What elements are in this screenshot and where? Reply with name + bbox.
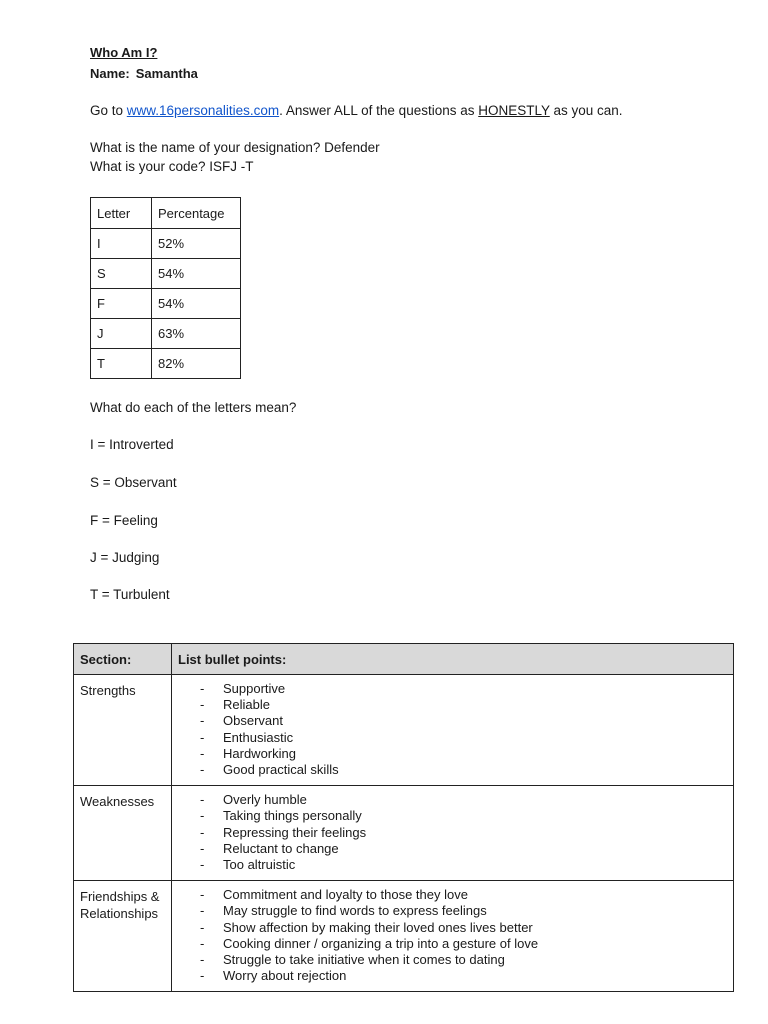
dash-marker: - xyxy=(200,762,205,778)
bullet-cell xyxy=(172,786,734,881)
bullet-list xyxy=(172,681,733,778)
list-item-text: Taking things personally xyxy=(223,808,362,824)
list-item xyxy=(200,920,733,936)
designation-question: What is the name of your designation? Defender xyxy=(90,140,380,155)
dash-marker: - xyxy=(200,919,205,935)
section-label: Friendships & Relationships xyxy=(74,881,172,992)
intro-suffix: as you can. xyxy=(549,103,623,118)
list-item-text: Cooking dinner / organizing a trip into a gesture of love xyxy=(223,935,539,951)
header-letter: Letter xyxy=(91,198,152,229)
table-row xyxy=(91,229,241,259)
list-item xyxy=(200,903,733,919)
section-row-strengths xyxy=(74,675,734,786)
percentage-cell: 54% xyxy=(152,259,241,289)
intro-paragraph xyxy=(90,103,623,118)
table-row xyxy=(91,349,241,379)
list-item-text: May struggle to find words to express feelings xyxy=(223,903,487,919)
table-row xyxy=(91,259,241,289)
list-item-text: Reliable xyxy=(223,697,270,713)
dash-marker: - xyxy=(200,808,205,824)
document-title: Who Am I? xyxy=(90,45,158,60)
dash-marker: - xyxy=(200,840,205,856)
percentage-table xyxy=(90,197,241,379)
name-value: Samantha xyxy=(135,66,198,81)
list-item xyxy=(200,713,733,729)
dash-marker: - xyxy=(200,935,205,951)
list-item-text: Observant xyxy=(223,713,283,729)
meaning-j: J = Judging xyxy=(90,550,160,565)
list-item xyxy=(200,887,733,903)
dash-marker: - xyxy=(200,681,205,696)
section-label: Strengths xyxy=(74,675,172,786)
list-item-text: Worry about rejection xyxy=(223,968,347,984)
list-item xyxy=(200,697,733,713)
table-row xyxy=(91,289,241,319)
list-item xyxy=(200,968,733,984)
name-line xyxy=(90,66,198,81)
table-row xyxy=(91,319,241,349)
list-item xyxy=(200,936,733,952)
list-item-text: Show affection by making their loved ones lives better xyxy=(223,919,533,935)
list-item xyxy=(200,952,733,968)
dash-marker: - xyxy=(200,952,205,968)
list-item-text: Struggle to take initiative when it comes to dating xyxy=(223,952,505,968)
list-item-text: Supportive xyxy=(223,681,286,696)
percentage-cell: 54% xyxy=(152,289,241,319)
section-row-friendships xyxy=(74,881,734,992)
website-link[interactable]: www.16personalities.com xyxy=(126,103,280,118)
percentage-cell: 63% xyxy=(152,319,241,349)
list-item xyxy=(200,808,733,824)
letters-question: What do each of the letters mean? xyxy=(90,400,297,415)
list-item-text: Enthusiastic xyxy=(223,729,294,745)
intro-highlight: HONESTLY xyxy=(478,103,550,118)
letter-cell: S xyxy=(91,259,152,289)
dash-marker: - xyxy=(200,713,205,729)
dash-marker: - xyxy=(200,887,205,903)
meaning-t: T = Turbulent xyxy=(90,587,170,602)
meaning-s: S = Observant xyxy=(90,475,177,490)
sections-table-header xyxy=(74,644,734,675)
code-question: What is your code? ISFJ -T xyxy=(90,159,254,174)
letter-cell: J xyxy=(91,319,152,349)
meaning-i: I = Introverted xyxy=(90,437,174,452)
bullet-list xyxy=(172,887,733,984)
list-item-text: Reluctant to change xyxy=(223,840,339,856)
section-label: Weaknesses xyxy=(74,786,172,881)
header-bullet-points: List bullet points: xyxy=(172,644,734,675)
percentage-table-header xyxy=(91,198,241,229)
dash-marker: - xyxy=(200,824,205,840)
list-item xyxy=(200,792,733,808)
dash-marker: - xyxy=(200,697,205,713)
letter-cell: F xyxy=(91,289,152,319)
percentage-cell: 52% xyxy=(152,229,241,259)
header-percentage: Percentage xyxy=(152,198,241,229)
list-item-text: Good practical skills xyxy=(223,762,339,778)
dash-marker: - xyxy=(200,745,205,761)
section-row-weaknesses xyxy=(74,786,734,881)
list-item xyxy=(200,762,733,778)
intro-prefix: Go to xyxy=(90,103,127,118)
letter-cell: I xyxy=(91,229,152,259)
list-item xyxy=(200,730,733,746)
intro-middle: . Answer ALL of the questions as xyxy=(279,103,479,118)
name-label: Name: xyxy=(90,66,130,81)
dash-marker: - xyxy=(200,792,205,808)
bullet-cell xyxy=(172,675,734,786)
dash-marker: - xyxy=(200,968,205,984)
list-item-text: Overly humble xyxy=(223,792,307,808)
sections-table xyxy=(73,643,734,992)
bullet-list xyxy=(172,792,733,873)
meaning-f: F = Feeling xyxy=(90,513,158,528)
list-item xyxy=(200,825,733,841)
letter-cell: T xyxy=(91,349,152,379)
list-item-text: Hardworking xyxy=(223,745,296,761)
list-item xyxy=(200,681,733,697)
list-item xyxy=(200,841,733,857)
list-item xyxy=(200,746,733,762)
dash-marker: - xyxy=(200,903,205,919)
header-section: Section: xyxy=(74,644,172,675)
percentage-cell: 82% xyxy=(152,349,241,379)
list-item xyxy=(200,857,733,873)
dash-marker: - xyxy=(200,857,205,873)
list-item-text: Repressing their feelings xyxy=(223,824,367,840)
list-item-text: Commitment and loyalty to those they love xyxy=(223,887,468,903)
dash-marker: - xyxy=(200,729,205,745)
bullet-cell xyxy=(172,881,734,992)
list-item-text: Too altruistic xyxy=(223,857,296,873)
